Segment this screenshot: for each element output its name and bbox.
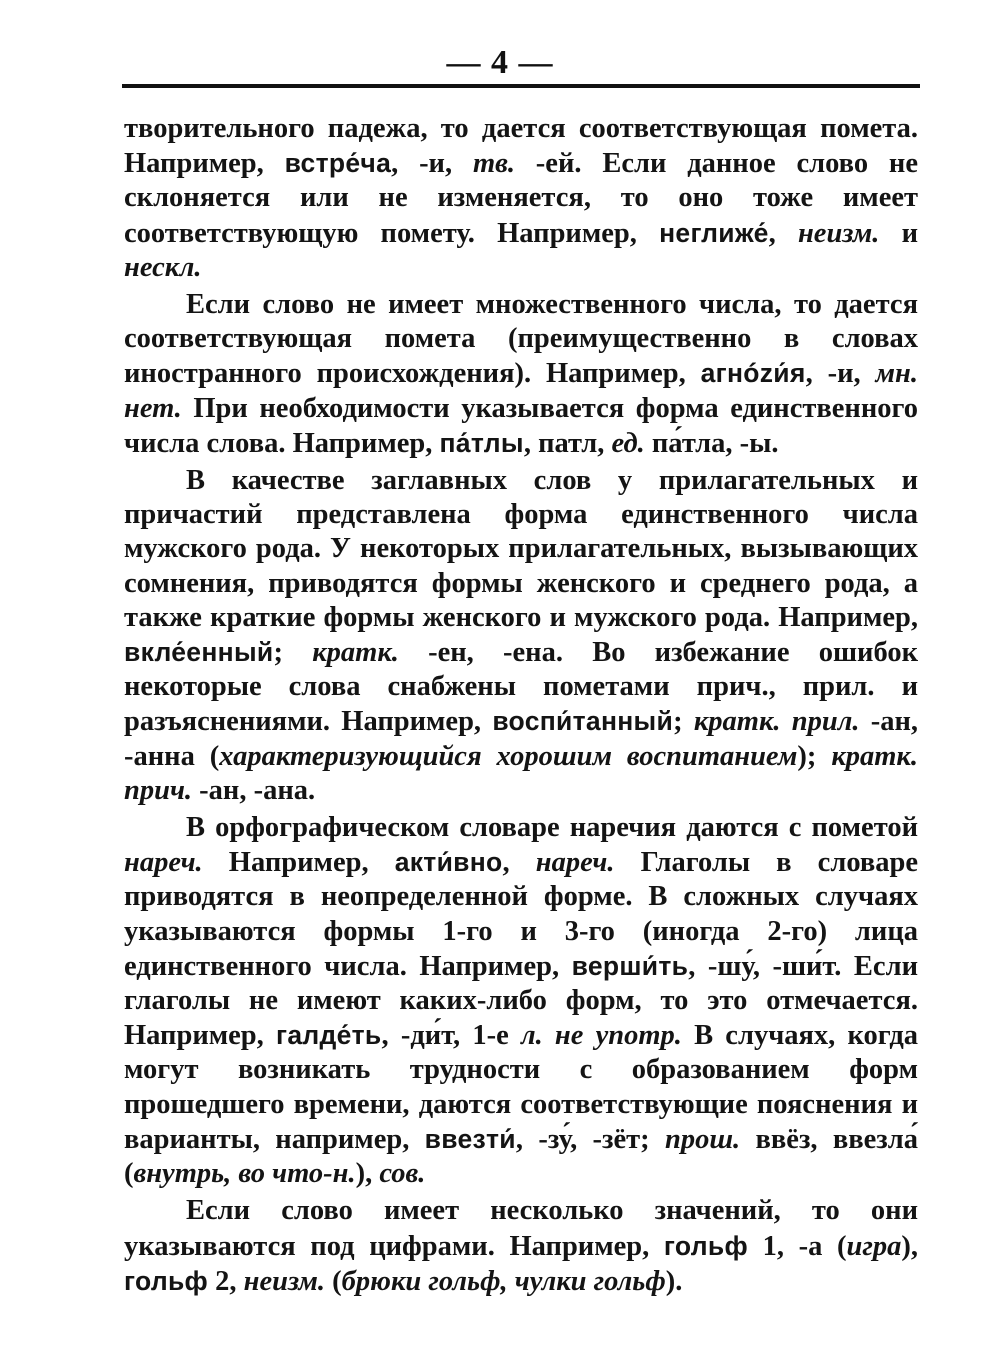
text-run: , патл, xyxy=(523,427,612,459)
headword: гольф xyxy=(124,1265,209,1296)
text-run: -ан, -ана. xyxy=(192,774,316,806)
text-run: Глаголы в словаре приводятся в неопределенной форме. В сложных случаях указываются формы 1-го и 3-го (иногда 2-го) лица единственного числа. Например, xyxy=(124,847,919,982)
headword: вкле́енный xyxy=(124,637,274,668)
text-run: В случаях, когда могут возникать трудности с образованием форм прошедшего времени, даются соответствующие пояснения и варианты, например, xyxy=(124,1020,918,1155)
text-run: 1, -а ( xyxy=(747,1230,847,1262)
text-run: -ей. Если данное слово не склоняется или не изменяется, то оно тоже имеет соответствующую помету. Например, xyxy=(124,148,918,249)
grammar-mark: кратк. xyxy=(312,637,399,669)
text-run: При необходимости указывается форма единственного числа слова. Например, xyxy=(124,392,918,459)
text-run: В качестве заглавных слов у прилагательных и причастий представлена форма единственного числа мужского рода. У некоторых прилагательных, вызывающих сомнения, приводятся формы женского и среднего рода, а также краткие формы женского и мужского рода. Например, xyxy=(124,465,918,633)
text-run: -ан, -анна ( xyxy=(124,706,918,772)
text-run: Например, xyxy=(202,847,395,879)
grammar-mark: ед. xyxy=(611,427,645,459)
text-run: 2, xyxy=(208,1265,244,1297)
headword: па́тлы xyxy=(439,427,524,458)
header-rule xyxy=(122,84,920,88)
text-run: , -ди́т, 1-е xyxy=(381,1020,521,1052)
grammar-mark: прош. xyxy=(664,1123,741,1155)
paragraph-5 xyxy=(124,1194,918,1299)
headword: галде́ть xyxy=(275,1020,382,1051)
grammar-mark: нареч. xyxy=(124,847,203,879)
grammar-mark: нареч. xyxy=(535,847,615,879)
paragraph-3 xyxy=(124,464,918,808)
headword: верши́ть xyxy=(571,950,689,981)
text-run: па́тла, -ы. xyxy=(644,427,779,459)
headword: встре́ча xyxy=(284,148,392,179)
paragraph-4 xyxy=(124,811,918,1191)
body-text xyxy=(124,112,918,1302)
text-run: ; xyxy=(273,637,313,669)
grammar-mark: тв. xyxy=(472,148,515,180)
grammar-mark: сов. xyxy=(379,1158,426,1190)
headword: неглиже́ xyxy=(659,217,769,248)
grammar-mark: мн. нет. xyxy=(124,358,918,424)
headword: воспи́танный xyxy=(492,706,674,737)
headword: акти́вно xyxy=(394,847,503,878)
text-run: ), xyxy=(901,1230,918,1262)
grammar-mark: нескл. xyxy=(124,251,202,283)
text-run: ( xyxy=(325,1265,342,1297)
text-run: ). xyxy=(665,1265,683,1297)
text-run: ; xyxy=(673,706,694,738)
grammar-mark: неизм. xyxy=(243,1265,326,1297)
text-run: , -и, xyxy=(391,148,473,180)
text-run: , xyxy=(502,847,536,879)
page-number: — 4 — xyxy=(446,44,554,81)
headword: ввезти́ xyxy=(424,1123,516,1154)
grammar-mark: неизм. xyxy=(797,217,880,249)
text-run: Если слово имеет несколько значений, то они указываются под цифрами. Например, xyxy=(124,1195,918,1262)
paragraph-2 xyxy=(124,288,918,461)
text-run: , -и, xyxy=(805,358,876,390)
text-run: ); xyxy=(797,740,832,772)
text-run: Если слово не имеет множественного числа, то дается соответствующая помета (преимущественно в словах иностранного происхождения). Например, xyxy=(124,289,918,390)
text-run: -ен, -ена. Во избежание ошибок некоторые слова снабжены пометами прич., прил. и разъяснениями. Например, xyxy=(124,637,918,738)
text-run: творительного падежа, то дается соответствующая помета. Например, xyxy=(124,113,918,180)
text-run: , -шу́, -ши́т. Если глаголы не имеют каких-либо форм, то это отмечается. Например, xyxy=(124,950,918,1052)
text-run: ), xyxy=(355,1158,380,1190)
text-run: , -зу́, -зёт; xyxy=(515,1123,665,1155)
text-run: ввёз, ввезла́ ( xyxy=(124,1123,918,1190)
text-run: и xyxy=(879,217,918,249)
grammar-mark: игра xyxy=(846,1230,902,1262)
headword: гольф xyxy=(663,1230,748,1261)
grammar-mark: характеризующийся хорошим воспитанием xyxy=(219,740,798,772)
paragraph-1 xyxy=(124,112,918,285)
grammar-mark: кратк. прич. xyxy=(124,740,918,806)
grammar-mark: л. не употр. xyxy=(520,1020,682,1052)
text-run: В орфографическом словаре наречия даются с пометой xyxy=(186,812,918,844)
headword: агнózи́я xyxy=(700,358,806,389)
text-run: , xyxy=(768,217,798,249)
grammar-mark: брюки гольф, чулки гольф xyxy=(341,1265,666,1297)
grammar-mark: кратк. прил. xyxy=(693,706,860,738)
grammar-mark: внутрь, во что-н. xyxy=(133,1158,356,1190)
